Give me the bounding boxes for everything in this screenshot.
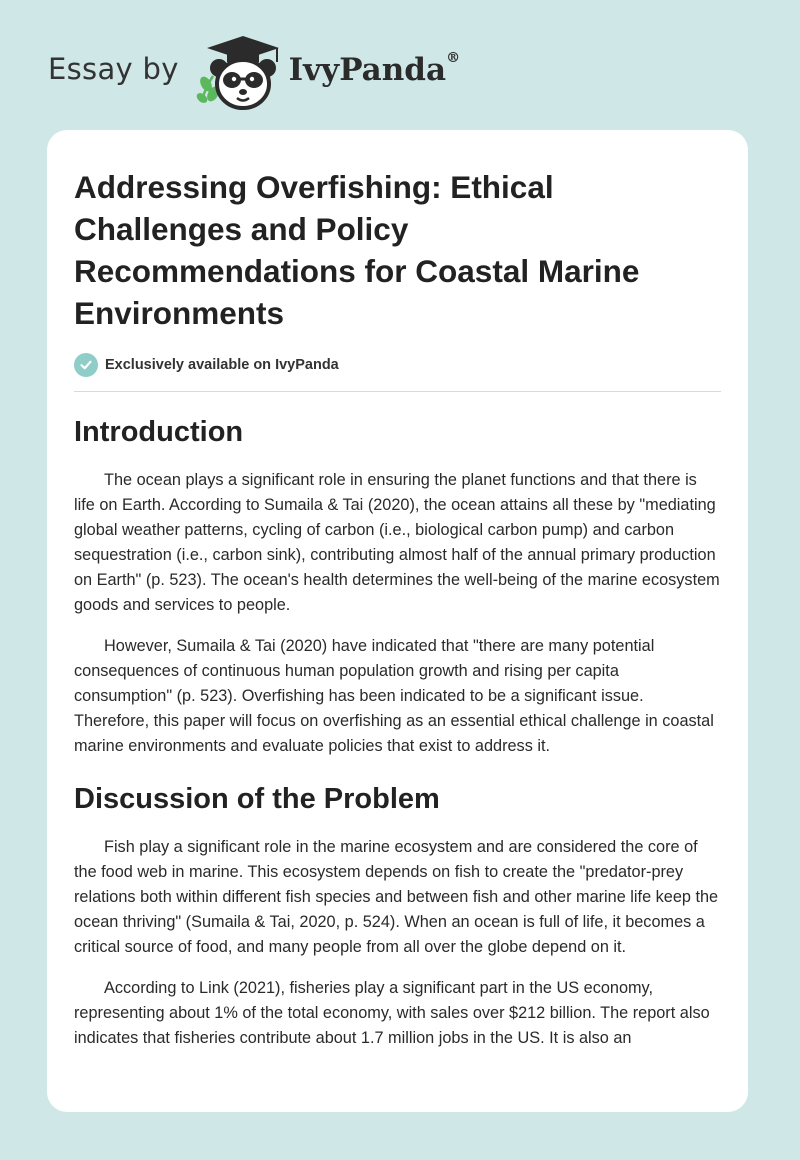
paragraph: However, Sumaila & Tai (2020) have indicated that "there are many potential consequences of continuous human population growth and rising per capita consumption" (p. 523). Overfishing has been indicated to be a significant issue. Therefore, this paper will focus on overfishing as an essential ethical challenge in coastal marine environments and evaluate policies that exist to address it. [74, 637, 714, 755]
paragraph: The ocean plays a significant role in ensuring the planet functions and that there is life on Earth. According to Sumaila & Tai (2020), the ocean attains all these by "mediating global weather patterns, cycling of carbon (i.e., biological carbon pump) and carbon sequestration (i.e., carbon sink), contributing almost half of the annual primary production on Earth" (p. 523). The ocean's health determines the well-being of the marine ecosystem goods and services to people. [74, 471, 720, 614]
panda-graduate-icon[interactable] [193, 32, 285, 112]
paragraph: According to Link (2021), fisheries play a significant part in the US economy, representing about 1% of the total economy, with sales over $212 billion. The report also indicates that fisheries contribute about 1.7 million jobs in the US. It is also an [74, 979, 710, 1047]
paragraph: Fish play a significant role in the marine ecosystem and are considered the core of the food web in marine. This ecosystem depends on fish to create the "predator-prey relations both within different fish species and between fish and other marine life keep the ocean thriving" (Sumaila & Tai, 2020, p. 524). When an ocean is full of life, it becomes a critical source of food, and many people from all over the globe depend on it. [74, 838, 719, 956]
registered-mark: ® [446, 50, 461, 66]
check-icon [74, 353, 98, 377]
essay-title: Addressing Overfishing: Ethical Challenges and Policy Recommendations for Coastal Marine Environments [74, 169, 640, 331]
brand-name[interactable]: IvyPanda® [288, 50, 461, 88]
section-heading-discussion: Discussion of the Problem [74, 783, 440, 815]
site-header [48, 32, 460, 112]
exclusive-label: Exclusively available on IvyPanda [105, 357, 339, 373]
essay-by-label: Essay by [48, 52, 179, 86]
essay-card [47, 130, 748, 1112]
section-heading-introduction: Introduction [74, 416, 244, 448]
exclusive-badge [74, 353, 721, 392]
